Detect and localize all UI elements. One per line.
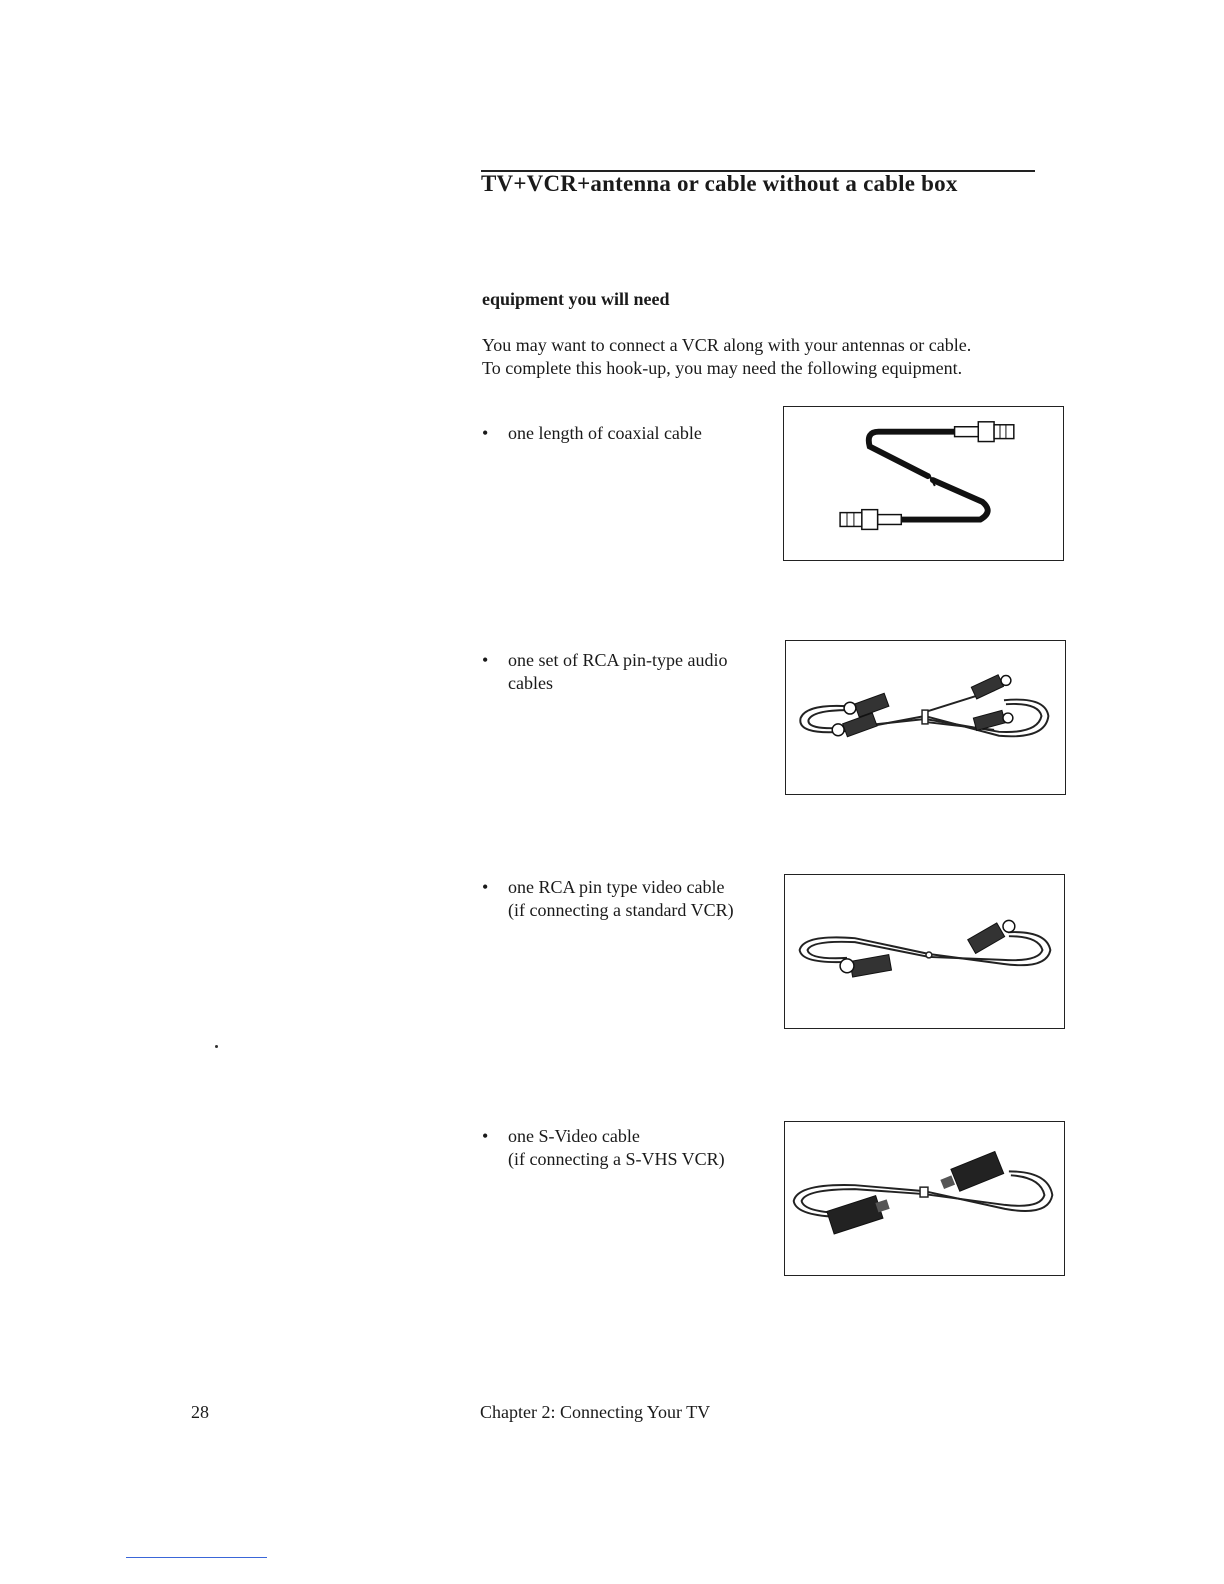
intro-line: To complete this hook-up, you may need the following equipment. bbox=[482, 358, 963, 378]
equipment-item-line: one RCA pin type video cable bbox=[508, 877, 725, 897]
section-subheading: equipment you will need bbox=[482, 289, 670, 309]
bullet: • bbox=[482, 423, 489, 443]
equipment-item-line: cables bbox=[508, 673, 553, 693]
equipment-item-line: (if connecting a S-VHS VCR) bbox=[508, 1149, 725, 1169]
bullet: • bbox=[482, 877, 489, 897]
bullet: • bbox=[482, 650, 489, 670]
intro-line: You may want to connect a VCR along with your antennas or cable. bbox=[482, 335, 972, 355]
equipment-item-line: one length of coaxial cable bbox=[508, 423, 702, 443]
equipment-item-line: (if connecting a standard VCR) bbox=[508, 900, 734, 920]
rca-audio-cables-icon bbox=[785, 640, 1066, 795]
chapter-footer: Chapter 2: Connecting Your TV bbox=[480, 1402, 711, 1422]
equipment-item-line: one set of RCA pin-type audio bbox=[508, 650, 728, 670]
page-title: TV+VCR+antenna or cable without a cable box bbox=[481, 171, 958, 196]
equipment-item-label bbox=[508, 1125, 725, 1171]
rca-video-cable-icon bbox=[784, 874, 1065, 1029]
s-video-cable-icon bbox=[784, 1121, 1065, 1276]
equipment-item-label bbox=[508, 876, 734, 922]
page-number: 28 bbox=[191, 1402, 209, 1422]
equipment-item-line: one S-Video cable bbox=[508, 1126, 640, 1146]
coaxial-cable-icon bbox=[783, 406, 1064, 561]
equipment-item-label bbox=[508, 422, 702, 445]
bullet: • bbox=[482, 1126, 489, 1146]
equipment-item-label bbox=[508, 649, 727, 695]
intro-paragraph bbox=[482, 334, 1082, 380]
bottom-underline bbox=[126, 1557, 267, 1558]
scan-speck bbox=[215, 1045, 218, 1048]
